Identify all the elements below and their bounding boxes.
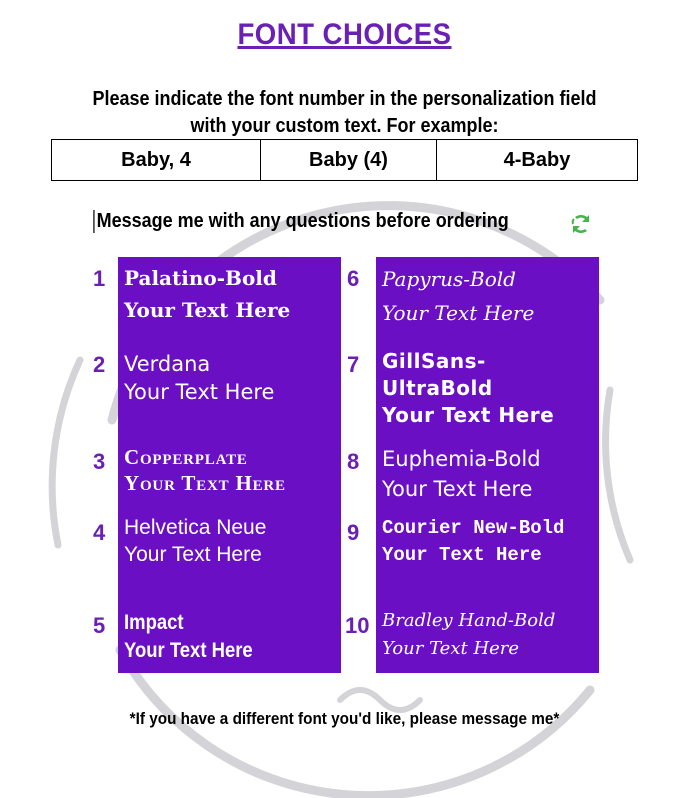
font-name: GillSans-UltraBold — [382, 349, 493, 400]
font-name: Impact — [124, 611, 184, 634]
font-name: Papyrus-Bold — [382, 267, 516, 291]
font-number-8: 8 — [347, 449, 360, 474]
font-sample-text: Your Text Here — [382, 301, 535, 325]
font-sample-5 — [118, 603, 341, 673]
message-text: Message me with any questions before ordering — [93, 210, 509, 233]
font-number-4: 4 — [93, 520, 106, 545]
font-name: Euphemia-Bold — [382, 447, 541, 471]
font-number-1: 1 — [93, 266, 106, 291]
font-name: Palatino-Bold — [124, 266, 277, 290]
font-number-3: 3 — [93, 449, 106, 474]
font-sample-7 — [376, 343, 599, 438]
font-name: Courier New-Bold — [382, 517, 565, 539]
example-cell: 4-Baby — [503, 148, 571, 171]
font-number-6: 6 — [347, 266, 360, 291]
font-sample-text: Your Text Here — [124, 380, 275, 404]
font-number-10: 10 — [345, 613, 370, 638]
font-sample-text: Your Text Here — [382, 477, 533, 501]
font-sample-10 — [376, 603, 599, 673]
font-name: Helvetica Neue — [124, 516, 267, 539]
font-number-7: 7 — [347, 352, 360, 377]
font-sample-text: Your Text Here — [124, 298, 291, 322]
font-sample-9 — [376, 510, 599, 603]
font-sample-text: Your Text Here — [124, 639, 253, 662]
example-cell: Baby, 4 — [52, 140, 261, 180]
font-sample-3 — [118, 438, 341, 510]
recycle-arrows-icon — [569, 213, 593, 235]
font-name: Bradley Hand-Bold — [382, 610, 556, 631]
font-sample-text: Your Text Here — [382, 638, 520, 659]
font-number-2: 2 — [93, 352, 106, 377]
font-sample-text: Your Text Here — [382, 544, 542, 566]
instruction-line-2: with your custom text. For example: — [190, 115, 499, 137]
font-sample-4 — [118, 510, 341, 603]
instruction-text — [61, 86, 627, 140]
font-sample-text: Your Text Here — [124, 543, 262, 566]
example-cell: Baby (4) — [261, 140, 437, 180]
font-sample-1 — [118, 257, 341, 343]
font-sample-text: Your Text Here — [124, 471, 286, 495]
font-name: Verdana — [124, 352, 211, 376]
page-title: FONT CHOICES — [237, 18, 452, 51]
footnote: *If you have a different font you'd like, please message me* — [129, 709, 560, 728]
font-sample-text: Your Text Here — [382, 403, 555, 427]
font-number-9: 9 — [347, 520, 360, 545]
font-sample-2 — [118, 343, 341, 438]
font-sample-6 — [376, 257, 599, 343]
instruction-line-1: Please indicate the font number in the personalization field — [92, 88, 597, 110]
font-number-5: 5 — [93, 613, 106, 638]
example-table — [51, 139, 638, 181]
font-name: Copperplate — [124, 445, 248, 469]
font-sample-8 — [376, 438, 599, 510]
